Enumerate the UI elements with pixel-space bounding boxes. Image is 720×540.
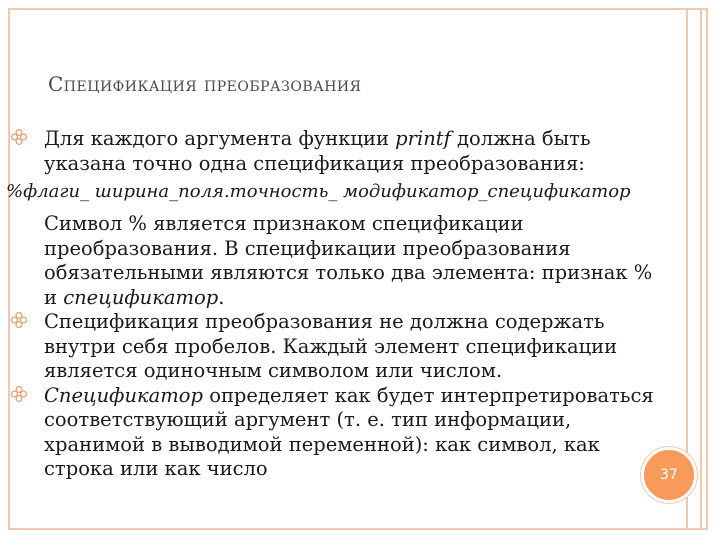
bullet-item-3 (44, 384, 680, 482)
paragraph-percent (44, 212, 680, 310)
bullet-2-line-1: Спецификация преобразования не должна содержать (44, 310, 605, 333)
bullet-1-line-1: Для каждого аргумента функции printf должна быть (44, 127, 591, 150)
bullet-3-line-1: Спецификатор определяет как будет интерпретироваться (44, 383, 654, 407)
bullet-item-2 (44, 310, 680, 384)
slide-content (6, 127, 680, 482)
decorative-side-lines (686, 8, 702, 530)
paragraph-line-2: преобразования. В спецификации преобразования (44, 236, 571, 260)
bullet-2-line-2: внутри себя пробелов. Каждый элемент спецификации (44, 334, 618, 358)
bullet-1-line-2: указана точно одна спецификация преобразования: (44, 151, 585, 175)
flower-bullet-icon (10, 385, 28, 403)
page-number-badge: 37 (641, 447, 697, 503)
bullet-3-line-4: строка или как число (44, 457, 268, 480)
bullet-2-line-3: является одиночным символом или числом. (44, 359, 503, 382)
slide-title: Спецификация преобразования (48, 72, 362, 96)
bullet-3-line-3: хранимой в выводимой переменной): как символ, как (44, 432, 600, 456)
bullet-3-line-2: соответствующий аргумент (т. е. тип информации, (44, 408, 572, 431)
bullet-item-1 (44, 127, 680, 176)
paragraph-line-3: обязательными являются только два элемента: признак % (44, 261, 653, 284)
flower-bullet-icon (10, 311, 28, 329)
paragraph-line-4: и спецификатор. (44, 285, 225, 309)
format-formula: %флаги_ ширина_поля.точность_ модификатор_спецификатор (6, 181, 631, 202)
paragraph-line-1: Символ % является признаком спецификации (44, 212, 524, 235)
flower-bullet-icon (10, 128, 28, 146)
